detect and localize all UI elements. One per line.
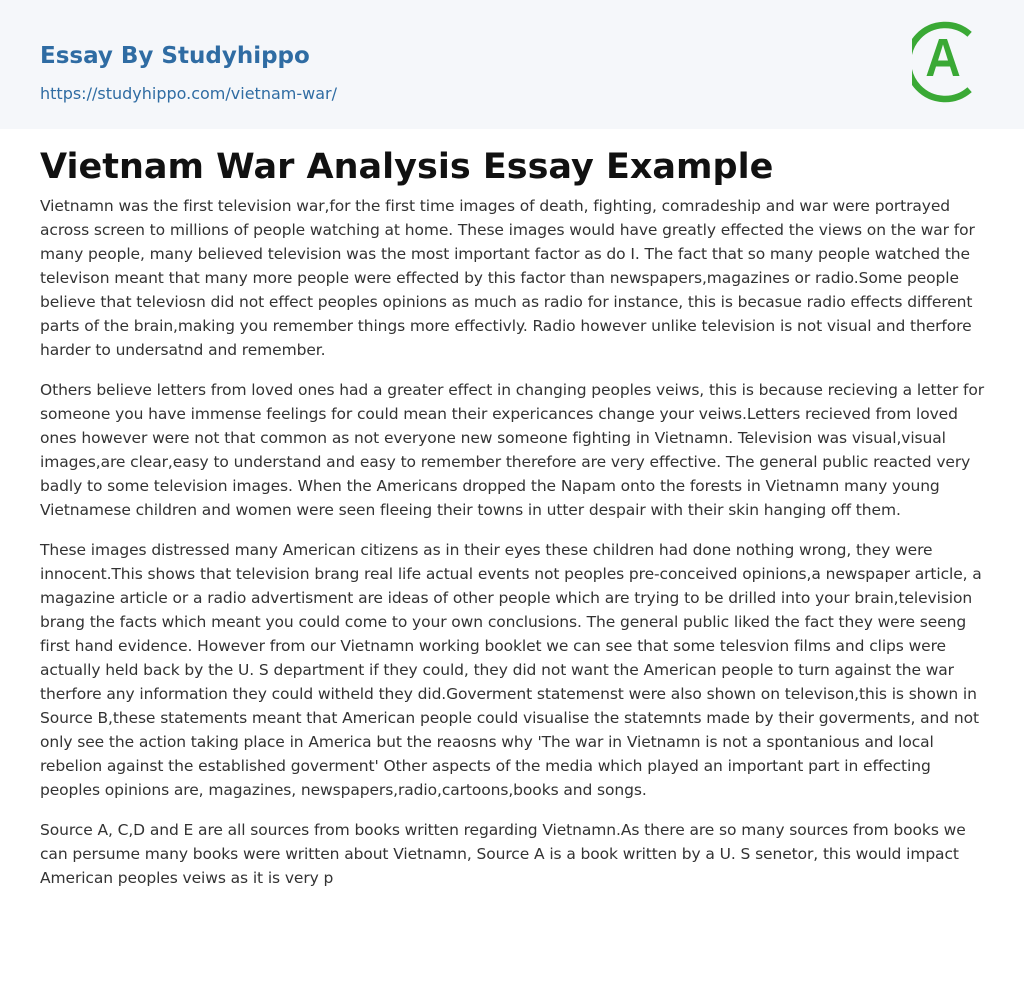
essay-url-link[interactable]: https://studyhippo.com/vietnam-war/	[40, 84, 337, 103]
paragraph: These images distressed many American citizens as in their eyes these children had done nothing wrong, they were innocent.This shows that television brang real life actual events not peoples pre-conceived opinions,a newspaper article, a magazine article or a radio advertisment are ideas of other people which are trying to be drilled into your brain,television brang the facts which meant you could come to your own conclusions. The general public liked the fact they were seeng first hand evidence. However from our Vietnamn working booklet we can see that some telesvion films and clips were actually held back by the U. S department if they could, they did not want the American people to turn against the war therfore any information they could witheld they did.Goverment statemenst were also shown on televison,this is shown in Source B,these statements meant that American people could visualise the statemnts made by their goverments, and not only see the action taking place in America but the reaosns why 'The war in Vietnamn is not a spontanious and local rebelion against the established goverment' Other aspects of the media which played an important part in effecting peoples opinions are, magazines, newspapers,radio,cartoons,books and songs.	[40, 541, 982, 799]
paragraph: Others believe letters from loved ones had a greater effect in changing peoples veiws, this is because recieving a letter for someone you have immense feelings for could mean their expericances change your veiws.Letters recieved from loved ones however were not that common as not everyone new someone fighting in Vietnamn. Television was visual,visual images,are clear,easy to understand and easy to remember therefore are very effective. The general public reacted very badly to some television images. When the Americans dropped the Napam onto the forests in Vietnamn many young Vietnamese children and women were seen fleeing their towns in utter despair with their skin hanging off them.	[40, 381, 985, 519]
brand-title[interactable]: Essay By Studyhippo	[40, 43, 310, 69]
paragraph: Vietnamn was the first television war,for the first time images of death, fighting, comradeship and war were portrayed across screen to millions of people watching at home. These images would have greatly effected the views on the war for many people, many believed television was the most important factor as do I. The fact that so many people watched the televison meant that many more people were effected by this factor than newspapers,magazines or radio.Some people believe that televiosn did not effect peoples opinions as much as radio for instance, this is becasue radio effects different parts of the brain,making you remember things more effectivly. Radio however unlike television is not visual and therfore harder to undersatnd and remember.	[40, 197, 975, 359]
article-body	[40, 194, 986, 906]
site-header	[0, 0, 1024, 129]
page-title: Vietnam War Analysis Essay Example	[40, 147, 774, 187]
paragraph: Source A, C,D and E are all sources from books written regarding Vietnamn.As there are so many sources from books we can persume many books were written about Vietnamn, Source A is a book written by a U. S senetor, this would impact American peoples veiws as it is very p	[40, 821, 966, 887]
studyhippo-logo-icon[interactable]	[912, 19, 986, 105]
